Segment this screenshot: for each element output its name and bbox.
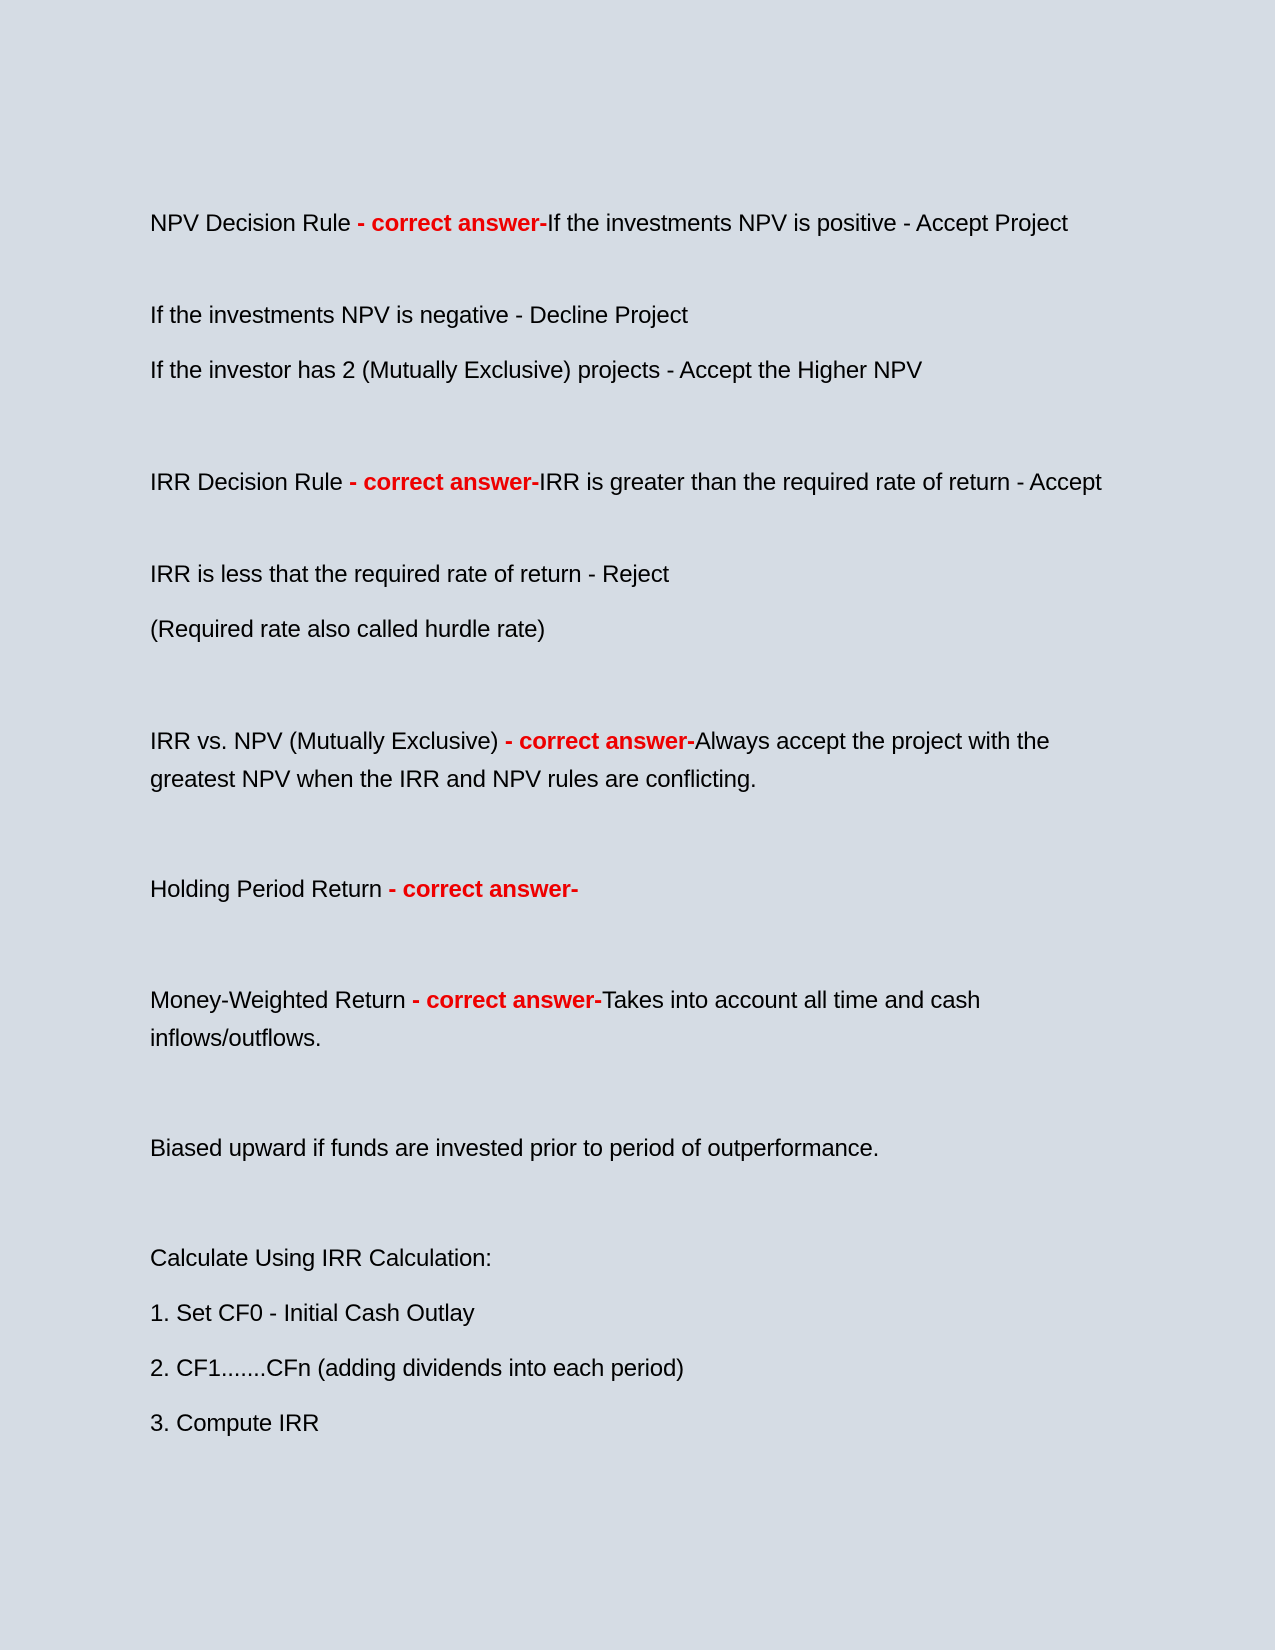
- card-answer: If the investments NPV is positive - Accept Project: [547, 210, 1068, 237]
- card-term: NPV Decision Rule: [150, 210, 351, 237]
- correct-answer-marker: - correct answer-: [504, 728, 695, 755]
- card-term: IRR Decision Rule: [150, 469, 343, 496]
- correct-answer-marker: - correct answer-: [388, 876, 579, 903]
- card-mwr-step: 2. CF1.......CFn (adding dividends into each period): [150, 1355, 684, 1382]
- card-irr-vs-npv: [150, 723, 1130, 799]
- correct-answer-marker: - correct answer-: [357, 210, 548, 237]
- card-mwr-step: 3. Compute IRR: [150, 1410, 320, 1437]
- card-irr-answer-line: (Required rate also called hurdle rate): [150, 616, 546, 643]
- card-term: Holding Period Return: [150, 876, 382, 903]
- card-irr-first-line: [150, 464, 1130, 502]
- card-mwr-answer-line: Calculate Using IRR Calculation:: [150, 1245, 492, 1272]
- card-answer: IRR is greater than the required rate of return - Accept: [539, 469, 1102, 496]
- card-answer: Takes into account all time and cash inflows/outflows.: [150, 987, 981, 1052]
- card-irr-answer-line: IRR is less that the required rate of return - Reject: [150, 561, 669, 588]
- card-answer: Always accept the project with the greatest NPV when the IRR and NPV rules are conflicting.: [150, 728, 1050, 793]
- card-mwr-answer-line: Biased upward if funds are invested prior to period of outperformance.: [150, 1135, 880, 1162]
- card-npv-answer-line: If the investor has 2 (Mutually Exclusive) projects - Accept the Higher NPV: [150, 357, 922, 384]
- card-holding-period-return: [150, 871, 578, 909]
- card-term: IRR vs. NPV (Mutually Exclusive): [150, 728, 499, 755]
- card-money-weighted-return: [150, 982, 1130, 1058]
- card-npv-answer-line: If the investments NPV is negative - Decline Project: [150, 302, 688, 329]
- card-npv-first-line: [150, 205, 1130, 243]
- card-term: Money-Weighted Return: [150, 987, 406, 1014]
- card-mwr-step: 1. Set CF0 - Initial Cash Outlay: [150, 1300, 475, 1327]
- correct-answer-marker: - correct answer-: [411, 987, 602, 1014]
- correct-answer-marker: - correct answer-: [349, 469, 540, 496]
